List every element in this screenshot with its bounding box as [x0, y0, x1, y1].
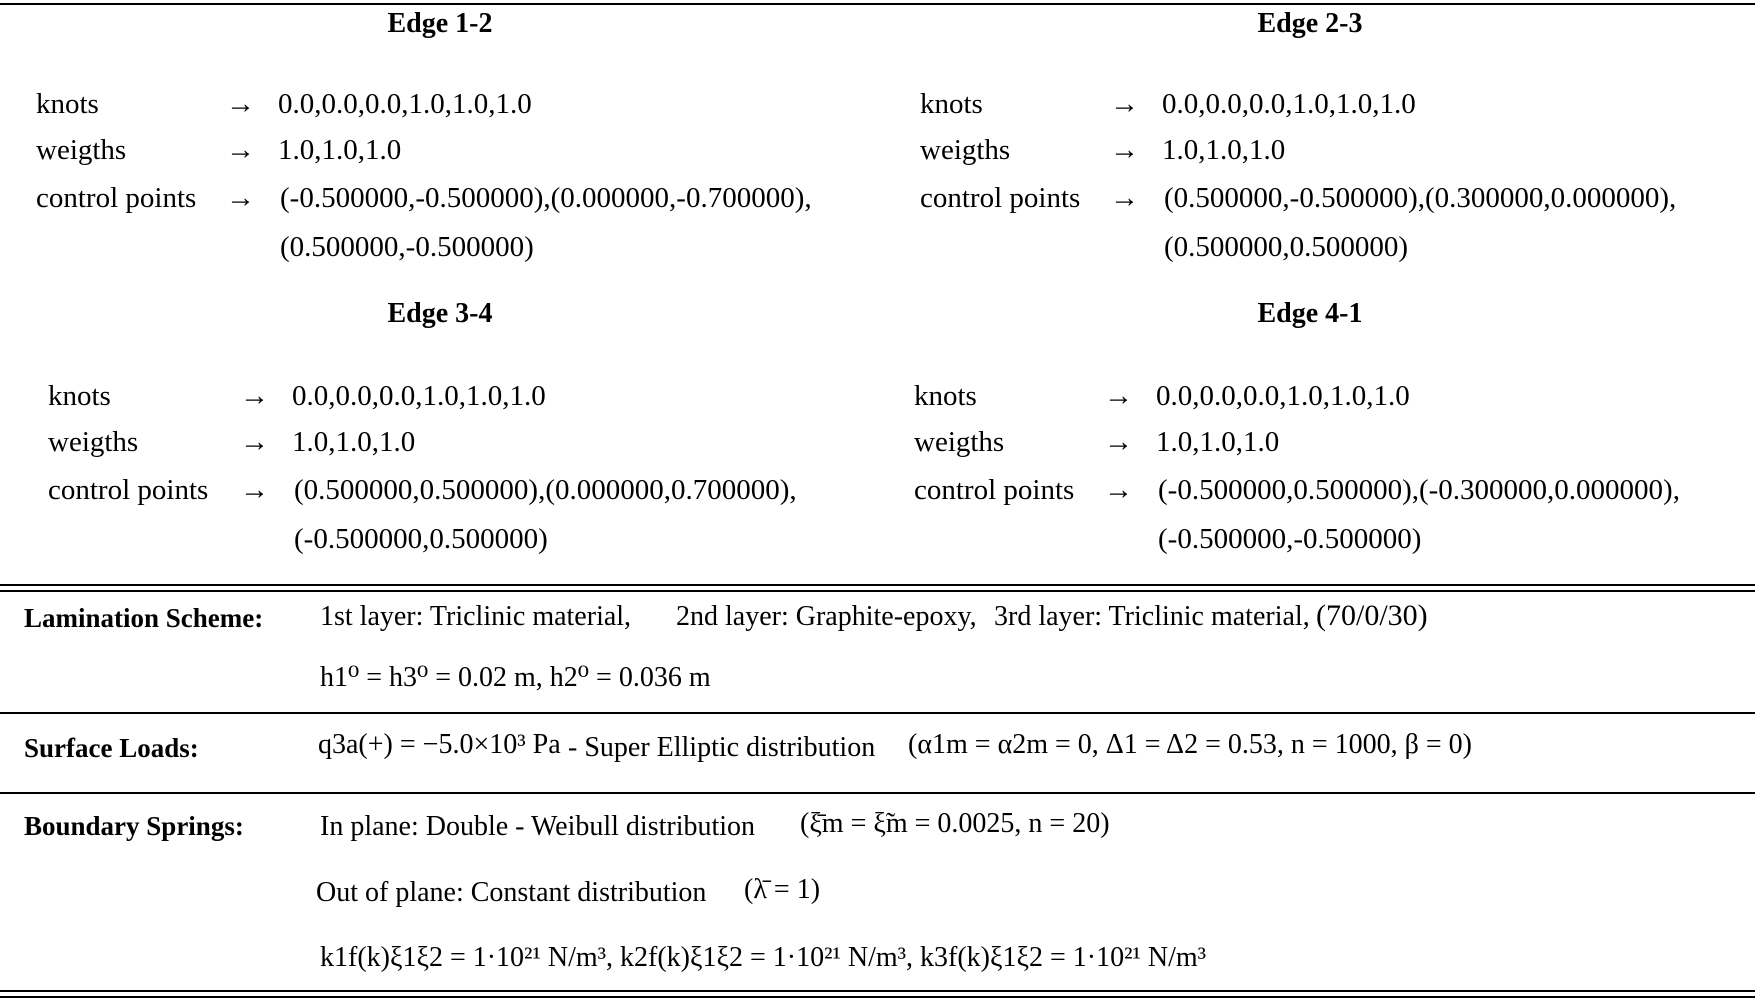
control-points-line1: (0.500000,0.500000),(0.000000,0.700000),	[294, 474, 797, 506]
control-points-line1: (-0.500000,0.500000),(-0.300000,0.000000),	[1158, 474, 1680, 506]
control-points-line2: (0.500000,-0.500000)	[280, 231, 534, 263]
arrow-icon: →	[1104, 426, 1133, 458]
lamination-label: Lamination Scheme:	[24, 603, 264, 633]
rule-after-surface-loads	[0, 792, 1755, 794]
top-rule	[0, 3, 1755, 5]
arrow-icon: →	[1110, 134, 1139, 166]
edge-title: Edge 4-1	[1257, 298, 1363, 329]
weights-label: weigths	[48, 426, 139, 458]
surface-load-value: q3a(+) = −5.0×10³ Pa	[318, 729, 561, 760]
control-points-line2: (-0.500000,-0.500000)	[1158, 523, 1422, 555]
control-points-label: control points	[914, 474, 1075, 506]
layer-3: 3rd layer: Triclinic material,	[994, 601, 1310, 632]
control-points-line1: (-0.500000,-0.500000),(0.000000,-0.700000),	[280, 182, 812, 214]
out-of-plane-params: (λ̄ = 1)	[744, 874, 821, 905]
out-of-plane-distribution: Out of plane: Constant distribution	[316, 877, 707, 908]
boundary-springs-label: Boundary Springs:	[24, 811, 244, 841]
arrow-icon: →	[1104, 380, 1133, 412]
knots-value: 0.0,0.0,0.0,1.0,1.0,1.0	[1156, 380, 1410, 412]
surface-load-params: (α1m = α2m = 0, Δ1 = Δ2 = 0.53, n = 1000, β = 0)	[908, 729, 1473, 760]
bottom-rule-bottom	[0, 996, 1755, 998]
weights-value: 1.0,1.0,1.0	[278, 134, 402, 166]
bottom-rule-top	[0, 990, 1755, 992]
knots-label: knots	[48, 380, 111, 412]
edge-title: Edge 3-4	[387, 298, 493, 329]
arrow-icon: →	[1110, 88, 1139, 120]
arrow-icon: →	[240, 474, 269, 506]
control-points-label: control points	[48, 474, 209, 506]
double-rule-top	[0, 584, 1755, 586]
weights-label: weigths	[36, 134, 127, 166]
knots-value: 0.0,0.0,0.0,1.0,1.0,1.0	[278, 88, 532, 120]
in-plane-distribution: In plane: Double - Weibull distribution	[320, 811, 756, 842]
arrow-icon: →	[240, 426, 269, 458]
weights-value: 1.0,1.0,1.0	[1162, 134, 1286, 166]
arrow-icon: →	[226, 88, 255, 120]
control-points-line1: (0.500000,-0.500000),(0.300000,0.000000),	[1164, 182, 1677, 214]
surface-load-distribution: - Super Elliptic distribution	[568, 732, 876, 763]
control-points-line2: (0.500000,0.500000)	[1164, 231, 1409, 263]
knots-label: knots	[920, 88, 983, 120]
control-points-label: control points	[920, 182, 1081, 214]
arrow-icon: →	[1104, 474, 1133, 506]
weights-label: weigths	[914, 426, 1005, 458]
double-rule-bottom	[0, 590, 1755, 592]
surface-loads-label: Surface Loads:	[24, 733, 199, 763]
control-points-label: control points	[36, 182, 197, 214]
weights-value: 1.0,1.0,1.0	[1156, 426, 1280, 458]
weights-label: weigths	[920, 134, 1011, 166]
rule-after-lamination	[0, 712, 1755, 714]
arrow-icon: →	[1110, 182, 1139, 214]
knots-value: 0.0,0.0,0.0,1.0,1.0,1.0	[292, 380, 546, 412]
knots-label: knots	[36, 88, 99, 120]
spring-stiffness: k1f(k)ξ1ξ2 = 1·10²¹ N/m³, k2f(k)ξ1ξ2 = 1·10²¹ N/m³, k3f(k)ξ1ξ2 = 1·10²¹ N/m³	[320, 942, 1207, 973]
arrow-icon: →	[226, 182, 255, 214]
edge-title: Edge 2-3	[1257, 8, 1363, 39]
arrow-icon: →	[240, 380, 269, 412]
lamination-angles: (70/0/30)	[1316, 599, 1428, 632]
arrow-icon: →	[226, 134, 255, 166]
in-plane-params: (ξ̄m = ξ̃m = 0.0025, n = 20)	[800, 808, 1110, 839]
knots-label: knots	[914, 380, 977, 412]
layer-2: 2nd layer: Graphite-epoxy,	[676, 601, 977, 632]
weights-value: 1.0,1.0,1.0	[292, 426, 416, 458]
layer-1: 1st layer: Triclinic material,	[320, 601, 632, 632]
knots-value: 0.0,0.0,0.0,1.0,1.0,1.0	[1162, 88, 1416, 120]
control-points-line2: (-0.500000,0.500000)	[294, 523, 548, 555]
edge-title: Edge 1-2	[387, 8, 493, 39]
layer-thickness: h1⁰ = h3⁰ = 0.02 m, h2⁰ = 0.036 m	[320, 662, 711, 693]
